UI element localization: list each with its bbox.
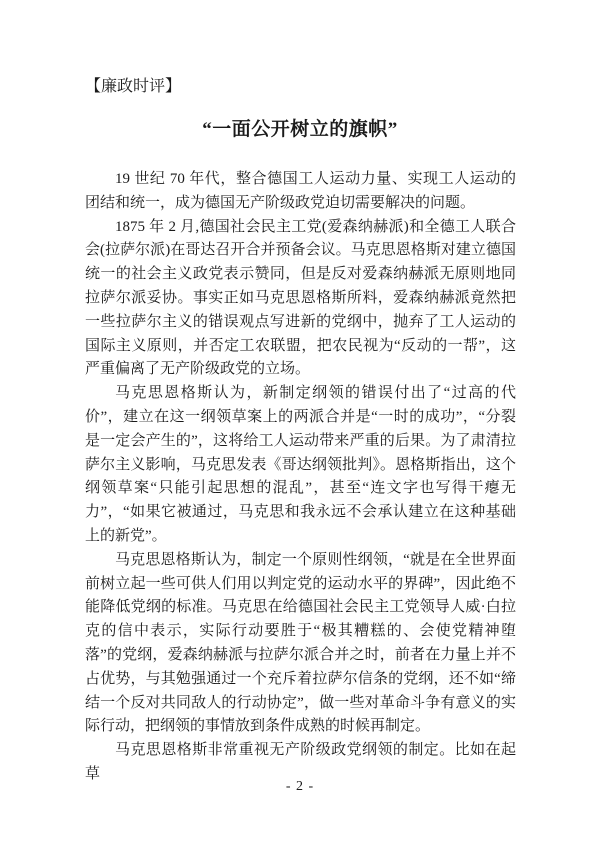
article-body bbox=[85, 168, 516, 787]
paragraph-1: 19 世纪 70 年代，整合德国工人运动力量、实现工人运动的团结和统一，成为德国无产阶级政党迫切需要解决的问题。 bbox=[85, 171, 516, 211]
page-number: - 2 - bbox=[285, 779, 315, 794]
paragraph-4: 马克思恩格斯认为，制定一个原则性纲领，“就是在全世界面前树立起一些可供人们用以判定党的运动水平的界碑”，因此绝不能降低党纲的标准。马克思在给德国社会民主工党领导人威·白拉克的信中表示，实际行动要胜于“极其糟糕的、会使党精神堕落”的党纲，爱森纳赫派与拉萨尔派合并之时，前者在力量上并不占优势，与其勉强通过一个充斥着拉萨尔信条的党纲，还不如“缔结一个反对共同敌人的行动协定”，做一些对革命斗争有意义的实际行动，把纲领的事情放到条件成熟的时候再制定。 bbox=[85, 551, 516, 735]
article-title: “一面公开树立的旗帜” bbox=[202, 119, 398, 140]
paragraph-3: 马克思恩格斯认为，新制定纲领的错误付出了“过高的代价”，建立在这一纲领草案上的两派合并是“一时的成功”，“分裂是一定会产生的”，这将给工人运动带来严重的后果。为了肃清拉萨尔主义影响，马克思发表《哥达纲领批判》。恩格斯指出，这个纲领草案“只能引起思想的混乱”，甚至“连文字也写得干瘪无力”，“如果它被通过，马克思和我永远不会承认建立在这种基础上的新党”。 bbox=[85, 385, 516, 544]
section-tag: 【廉政时评】 bbox=[85, 78, 182, 95]
paragraph-5: 马克思恩格斯非常重视无产阶级政党纲领的制定。比如在起草 bbox=[85, 742, 516, 782]
paragraph-2: 1875 年 2 月,德国社会民主工党(爱森纳赫派)和全德工人联合会(拉萨尔派)在哥达召开合并预备会议。马克思恩格斯对建立德国统一的社会主义政党表示赞同，但是反对爱森纳赫派无原则地同拉萨尔派妥协。事实正如马克思恩格斯所料，爱森纳赫派竟然把一些拉萨尔主义的错误观点写进新的党纲中，抛弃了工人运动的国际主义原则，并否定工农联盟，把农民视为“反动的一帮”，这严重偏离了无产阶级政党的立场。 bbox=[85, 218, 516, 378]
